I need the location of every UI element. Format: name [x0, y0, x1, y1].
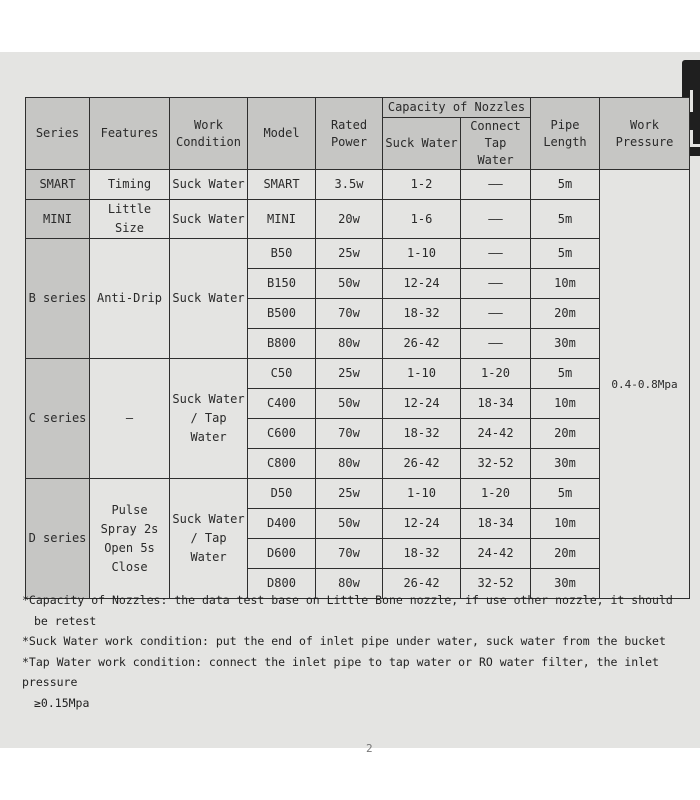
suck-cell: 1-10	[383, 239, 461, 269]
pipe-cell: 30m	[531, 449, 600, 479]
pipe-cell: 10m	[531, 269, 600, 299]
tap-cell: 18-34	[461, 389, 531, 419]
condition-cell: Suck Water / Tap Water	[170, 359, 248, 479]
col-header-model: Model	[248, 98, 316, 170]
tap-cell: 32-52	[461, 449, 531, 479]
power-cell: 70w	[316, 539, 383, 569]
col-header-features: Features	[90, 98, 170, 170]
pipe-cell: 20m	[531, 299, 600, 329]
condition-cell: Suck Water	[170, 239, 248, 359]
series-cell: SMART	[26, 170, 90, 200]
power-cell: 80w	[316, 569, 383, 599]
pipe-cell: 20m	[531, 419, 600, 449]
pipe-cell: 5m	[531, 479, 600, 509]
model-cell: B150	[248, 269, 316, 299]
col-header-connect-tap-water: Connect Tap Water	[461, 118, 531, 170]
power-cell: 50w	[316, 269, 383, 299]
note-suck-water: *Suck Water work condition: put the end of inlet pipe under water, suck water from the bucket	[22, 634, 666, 648]
model-cell: D400	[248, 509, 316, 539]
model-cell: SMART	[248, 170, 316, 200]
tap-cell: ——	[461, 239, 531, 269]
features-cell: Timing	[90, 170, 170, 200]
tap-cell: 24-42	[461, 539, 531, 569]
suck-cell: 12-24	[383, 389, 461, 419]
suck-cell: 18-32	[383, 539, 461, 569]
condition-cell: Suck Water	[170, 200, 248, 239]
condition-cell: Suck Water	[170, 170, 248, 200]
note-tap-water: *Tap Water work condition: connect the inlet pipe to tap water or RO water filter, the inlet pressure	[22, 654, 659, 689]
pipe-cell: 5m	[531, 200, 600, 239]
model-cell: C50	[248, 359, 316, 389]
model-cell: D50	[248, 479, 316, 509]
suck-cell: 12-24	[383, 509, 461, 539]
suck-cell: 1-10	[383, 359, 461, 389]
pipe-cell: 5m	[531, 170, 600, 200]
power-cell: 80w	[316, 329, 383, 359]
pipe-cell: 5m	[531, 359, 600, 389]
table-row	[26, 170, 690, 200]
pipe-cell: 10m	[531, 389, 600, 419]
suck-cell: 26-42	[383, 449, 461, 479]
model-cell: D600	[248, 539, 316, 569]
pipe-cell: 5m	[531, 239, 600, 269]
suck-cell: 18-32	[383, 299, 461, 329]
col-header-pipe-length: Pipe Length	[531, 98, 600, 170]
footnotes	[22, 590, 690, 713]
suck-cell: 26-42	[383, 569, 461, 599]
power-cell: 25w	[316, 239, 383, 269]
model-cell: C600	[248, 419, 316, 449]
suck-cell: 1-2	[383, 170, 461, 200]
work-pressure-cell: 0.4-0.8Mpa	[600, 170, 690, 599]
suck-cell: 1-10	[383, 479, 461, 509]
tap-cell: ——	[461, 329, 531, 359]
power-cell: 50w	[316, 389, 383, 419]
tab-mark	[690, 144, 700, 147]
col-header-rated-power: Rated Power	[316, 98, 383, 170]
pipe-cell: 30m	[531, 329, 600, 359]
power-cell: 3.5w	[316, 170, 383, 200]
page-number: 2	[366, 742, 373, 755]
features-cell: —	[90, 359, 170, 479]
power-cell: 25w	[316, 359, 383, 389]
tab-mark	[690, 90, 693, 112]
tap-cell: 18-34	[461, 509, 531, 539]
power-cell: 80w	[316, 449, 383, 479]
model-cell: B500	[248, 299, 316, 329]
note-capacity-cont: be retest	[34, 613, 97, 628]
model-cell: C800	[248, 449, 316, 479]
model-cell: MINI	[248, 200, 316, 239]
table-row	[26, 479, 690, 509]
note-capacity: *Capacity of Nozzles: the data test base on Little Bone nozzle, if use other nozzle, it should	[22, 593, 673, 607]
series-cell: MINI	[26, 200, 90, 239]
pipe-cell: 30m	[531, 569, 600, 599]
power-cell: 70w	[316, 299, 383, 329]
model-cell: C400	[248, 389, 316, 419]
header-row	[26, 98, 690, 118]
model-cell: D800	[248, 569, 316, 599]
suck-cell: 26-42	[383, 329, 461, 359]
pipe-cell: 10m	[531, 509, 600, 539]
col-header-capacity: Capacity of Nozzles	[383, 98, 531, 118]
table-row	[26, 239, 690, 269]
tap-cell: ——	[461, 170, 531, 200]
model-cell: B50	[248, 239, 316, 269]
col-header-work-pressure: Work Pressure	[600, 98, 690, 170]
model-cell: B800	[248, 329, 316, 359]
suck-cell: 1-6	[383, 200, 461, 239]
power-cell: 25w	[316, 479, 383, 509]
power-cell: 70w	[316, 419, 383, 449]
tap-cell: 1-20	[461, 359, 531, 389]
condition-cell: Suck Water / Tap Water	[170, 479, 248, 599]
features-cell: Pulse Spray 2s Open 5s Close	[90, 479, 170, 599]
col-header-work-condition: Work Condition	[170, 98, 248, 170]
note-tap-water-cont: ≥0.15Mpa	[34, 695, 90, 710]
features-cell: Little Size	[90, 200, 170, 239]
spec-table	[25, 97, 690, 599]
suck-cell: 12-24	[383, 269, 461, 299]
tap-cell: ——	[461, 269, 531, 299]
suck-cell: 18-32	[383, 419, 461, 449]
tap-cell: ——	[461, 200, 531, 239]
table-row	[26, 359, 690, 389]
col-header-suck-water: Suck Water	[383, 118, 461, 170]
col-header-series: Series	[26, 98, 90, 170]
pipe-cell: 20m	[531, 539, 600, 569]
tap-cell: ——	[461, 299, 531, 329]
tap-cell: 32-52	[461, 569, 531, 599]
series-cell: C series	[26, 359, 90, 479]
table-row	[26, 200, 690, 239]
tap-cell: 1-20	[461, 479, 531, 509]
features-cell: Anti-Drip	[90, 239, 170, 359]
tap-cell: 24-42	[461, 419, 531, 449]
power-cell: 20w	[316, 200, 383, 239]
series-cell: B series	[26, 239, 90, 359]
power-cell: 50w	[316, 509, 383, 539]
series-cell: D series	[26, 479, 90, 599]
